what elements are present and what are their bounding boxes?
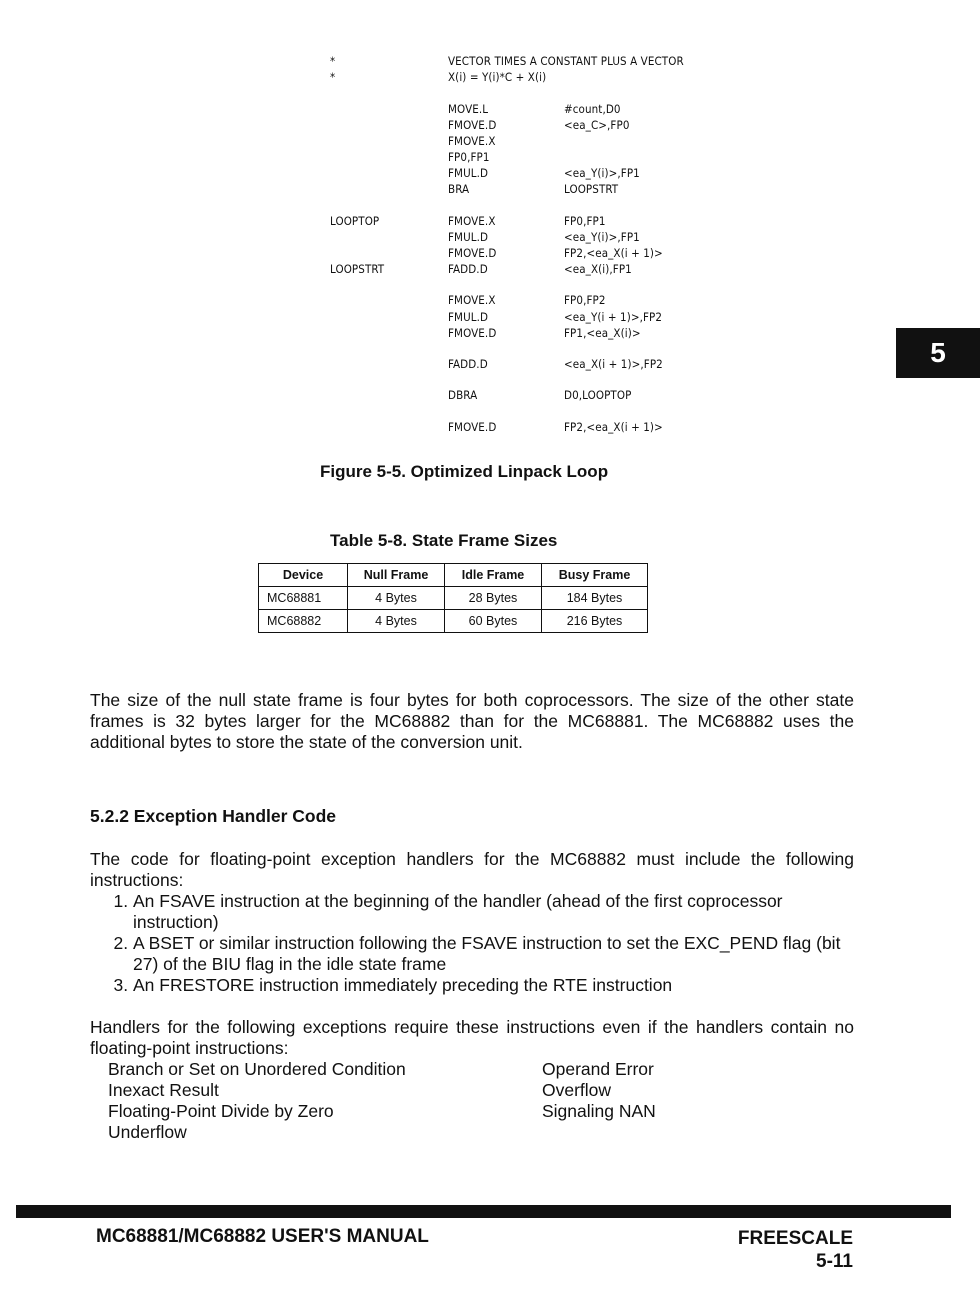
footer-rule	[16, 1205, 951, 1218]
code-op: FMOVE.D	[448, 246, 497, 260]
code-arg: LOOPSTRT	[564, 182, 619, 196]
exception-item: Overflow	[542, 1080, 612, 1100]
code-arg: <ea_Y(i)>,FP1	[564, 166, 640, 180]
instruction-list	[90, 891, 854, 996]
code-op: FMUL.D	[448, 230, 489, 244]
code-op: FMOVE.D	[448, 118, 497, 132]
code-arg: <ea_Y(i + 1)>,FP2	[564, 310, 663, 324]
code-op: FMOVE.X	[448, 293, 496, 307]
code-op: FMUL.D	[448, 166, 489, 180]
table-row	[259, 610, 648, 633]
code-arg: FP0,FP1	[564, 214, 606, 228]
figure-caption: Figure 5-5. Optimized Linpack Loop	[320, 462, 609, 481]
list-item: 2. A BSET or similar instruction following the FSAVE instruction to set the EXC_PEND flag (bit 27) of the BIU flag in the idle state frame	[133, 933, 854, 975]
list-item: 3. An FRESTORE instruction immediately preceding the RTE instruction	[133, 975, 854, 996]
code-op: FADD.D	[448, 262, 488, 276]
code-arg: <ea_X(i + 1)>,FP2	[564, 357, 663, 371]
column-header: Idle Frame	[445, 564, 542, 587]
exception-item: Signaling NAN	[542, 1101, 656, 1121]
code-arg: #count,D0	[564, 102, 621, 116]
manual-title: MC68881/MC68882 USER'S MANUAL	[96, 1226, 429, 1247]
column-header: Busy Frame	[542, 564, 648, 587]
comment-text: X(i) = Y(i)*C + X(i)	[448, 70, 547, 84]
code-arg: <ea_X(i),FP1	[564, 262, 632, 276]
table-cell: 4 Bytes	[348, 610, 445, 633]
column-header: Null Frame	[348, 564, 445, 587]
paragraph-state-frames: The size of the null state frame is four bytes for both coprocessors. The size of the other state frames is 32 bytes larger for the MC68882 than for the MC68881. The MC68882 uses the additional bytes to store the state of the conversion unit.	[90, 690, 854, 752]
table-cell: 60 Bytes	[445, 610, 542, 633]
code-arg: FP2,<ea_X(i + 1)>	[564, 246, 663, 260]
code-label: LOOPTOP	[330, 214, 380, 228]
code-label: LOOPSTRT	[330, 262, 385, 276]
code-op: FP0,FP1	[448, 150, 490, 164]
code-op: FMUL.D	[448, 310, 489, 324]
state-frame-table	[258, 563, 648, 633]
publisher: FREESCALE	[737, 1228, 853, 1249]
exception-item: Branch or Set on Unordered Condition	[108, 1059, 406, 1079]
chapter-tab: 5	[896, 328, 980, 378]
code-arg: FP0,FP2	[564, 293, 606, 307]
page-number: 5-11	[816, 1251, 853, 1272]
table-cell: MC68882	[259, 610, 348, 633]
code-op: FMOVE.X	[448, 214, 496, 228]
code-op: FADD.D	[448, 357, 488, 371]
exception-item: Underflow	[108, 1122, 187, 1142]
table-caption: Table 5-8. State Frame Sizes	[330, 531, 558, 550]
list-item: 1. An FSAVE instruction at the beginning of the handler (ahead of the first coprocessor instruction)	[133, 891, 854, 933]
comment-mark: *	[330, 70, 336, 84]
code-arg: <ea_Y(i)>,FP1	[564, 230, 640, 244]
table-cell: 216 Bytes	[542, 610, 648, 633]
exception-item: Operand Error	[542, 1059, 654, 1079]
code-arg: FP2,<ea_X(i + 1)>	[564, 420, 663, 434]
exception-item: Floating-Point Divide by Zero	[108, 1101, 334, 1121]
table-cell: 4 Bytes	[348, 587, 445, 610]
comment-text: VECTOR TIMES A CONSTANT PLUS A VECTOR	[448, 54, 684, 68]
code-op: FMOVE.X	[448, 134, 496, 148]
code-arg: D0,LOOPTOP	[564, 388, 632, 402]
table-cell: MC68881	[259, 587, 348, 610]
comment-mark: *	[330, 54, 336, 68]
code-op: FMOVE.D	[448, 326, 497, 340]
paragraph-handler-intro: The code for floating-point exception handlers for the MC68882 must include the following instructions:	[90, 849, 854, 890]
exception-item: Inexact Result	[108, 1080, 219, 1100]
code-op: MOVE.L	[448, 102, 489, 116]
paragraph-exceptions: Handlers for the following exceptions require these instructions even if the handlers contain no floating-point instructions:	[90, 1017, 854, 1058]
table-cell: 184 Bytes	[542, 587, 648, 610]
table-header-row	[259, 564, 648, 587]
code-op: DBRA	[448, 388, 478, 402]
code-arg: FP1,<ea_X(i)>	[564, 326, 641, 340]
code-op: FMOVE.D	[448, 420, 497, 434]
code-arg: <ea_C>,FP0	[564, 118, 630, 132]
table-cell: 28 Bytes	[445, 587, 542, 610]
table-row	[259, 587, 648, 610]
code-op: BRA	[448, 182, 470, 196]
section-heading: 5.2.2 Exception Handler Code	[90, 806, 337, 826]
column-header: Device	[259, 564, 348, 587]
